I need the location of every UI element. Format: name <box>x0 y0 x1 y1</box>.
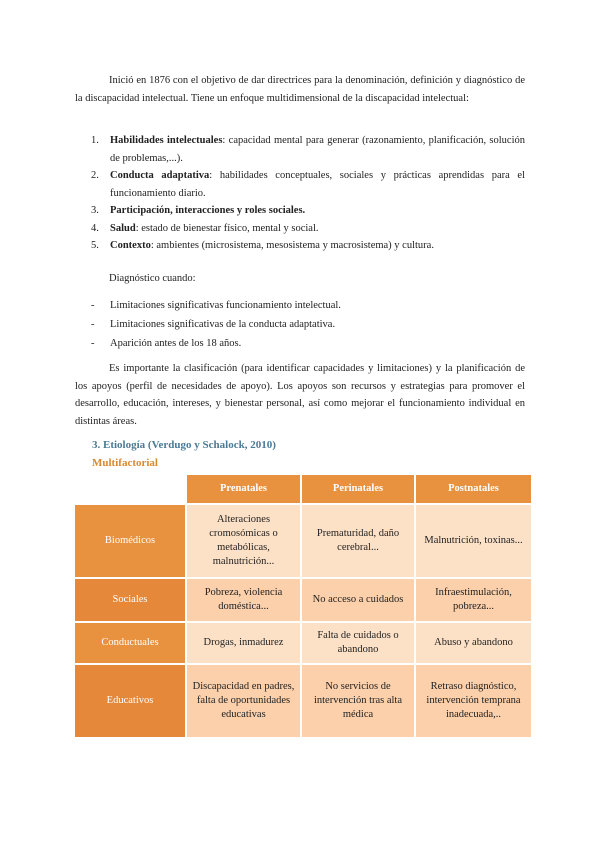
list-item <box>75 296 525 315</box>
list-item <box>75 334 525 353</box>
list-term: Contexto <box>110 240 151 251</box>
list-item <box>75 237 525 255</box>
table-cell: Retraso diagnóstico, intervención temprana inadecuada,.. <box>416 665 531 737</box>
diagnosis-item: Aparición antes de los 18 años. <box>110 338 242 349</box>
list-item <box>75 132 525 167</box>
table-cell: Prematuridad, daño cerebral... <box>302 505 414 577</box>
table-cell: Discapacidad en padres, falta de oportunidades educativas <box>187 665 300 737</box>
list-item <box>75 220 525 238</box>
list-term: Conducta adaptativa <box>110 170 210 181</box>
table-cell: Infraestimulación, pobreza... <box>416 579 531 621</box>
intro-paragraph: Inició en 1876 con el objetivo de dar directrices para la denominación, definición y diagnóstico de la discapacidad intelectual. Tiene un enfoque multidimensional de la discapacidad intelectual: <box>75 75 525 104</box>
column-header: Postnatales <box>416 475 531 503</box>
table-cell: Alteraciones cromosómicas o metabólicas, malnutrición... <box>187 505 300 577</box>
section-subtitle: Multifactorial <box>92 457 158 469</box>
row-header: Conductuales <box>75 623 185 663</box>
table-cell: No servicios de intervención tras alta médica <box>302 665 414 737</box>
table-cell: Drogas, inmadurez <box>187 623 300 663</box>
list-item <box>75 315 525 334</box>
row-header: Biomédicos <box>75 505 185 577</box>
dimensions-list <box>75 132 525 255</box>
list-number: 1. <box>91 135 99 146</box>
list-term: Habilidades intelectuales <box>110 135 223 146</box>
list-number: 5. <box>91 240 99 251</box>
table-corner <box>75 475 185 503</box>
section-title: 3. Etiología (Verdugo y Schalock, 2010) <box>92 439 276 451</box>
list-desc: : ambientes (microsistema, mesosistema y macrosistema) y cultura. <box>150 240 434 251</box>
list-term: Participación, interacciones y roles sociales. <box>110 205 306 216</box>
list-desc: : capacidad mental para generar (razonamiento, planificación, solución de problemas,...). <box>110 135 525 164</box>
list-item <box>75 202 525 220</box>
list-item <box>75 167 525 202</box>
dash-marker: - <box>91 338 95 349</box>
list-number: 2. <box>91 170 99 181</box>
row-header: Educativos <box>75 665 185 737</box>
diagnosis-list <box>75 296 525 353</box>
dash-marker: - <box>91 300 95 311</box>
list-number: 3. <box>91 205 99 216</box>
table-cell: Abuso y abandono <box>416 623 531 663</box>
column-header: Prenatales <box>187 475 300 503</box>
dash-marker: - <box>91 319 95 330</box>
table-cell: No acceso a cuidados <box>302 579 414 621</box>
diagnosis-label: Diagnóstico cuando: <box>109 273 196 284</box>
diagnosis-item: Limitaciones significativas de la conducta adaptativa. <box>110 319 336 330</box>
list-term: Salud <box>110 222 136 234</box>
list-desc: : estado de bienestar físico, mental y social. <box>135 222 319 234</box>
column-header: Perinatales <box>302 475 414 503</box>
table-cell: Malnutrición, toxinas... <box>416 505 531 577</box>
list-desc: : habilidades conceptuales, sociales y prácticas aprendidas para el funcionamiento diario. <box>110 170 525 199</box>
list-number: 4. <box>91 222 99 234</box>
etiology-table <box>75 475 525 737</box>
row-header: Sociales <box>75 579 185 621</box>
diagnosis-item: Limitaciones significativas funcionamiento intelectual. <box>110 300 341 311</box>
table-cell: Falta de cuidados o abandono <box>302 623 414 663</box>
table-cell: Pobreza, violencia doméstica... <box>187 579 300 621</box>
importance-paragraph: Es importante la clasificación (para identificar capacidades y limitaciones) y la planificación de los apoyos (perfil de necesidades de apoyo). Los apoyos son recursos y estrategias para promover el desarrollo, educación, intereses, y bienestar personal, así como mejorar el funcionamiento individual en distintas áreas. <box>75 363 525 427</box>
